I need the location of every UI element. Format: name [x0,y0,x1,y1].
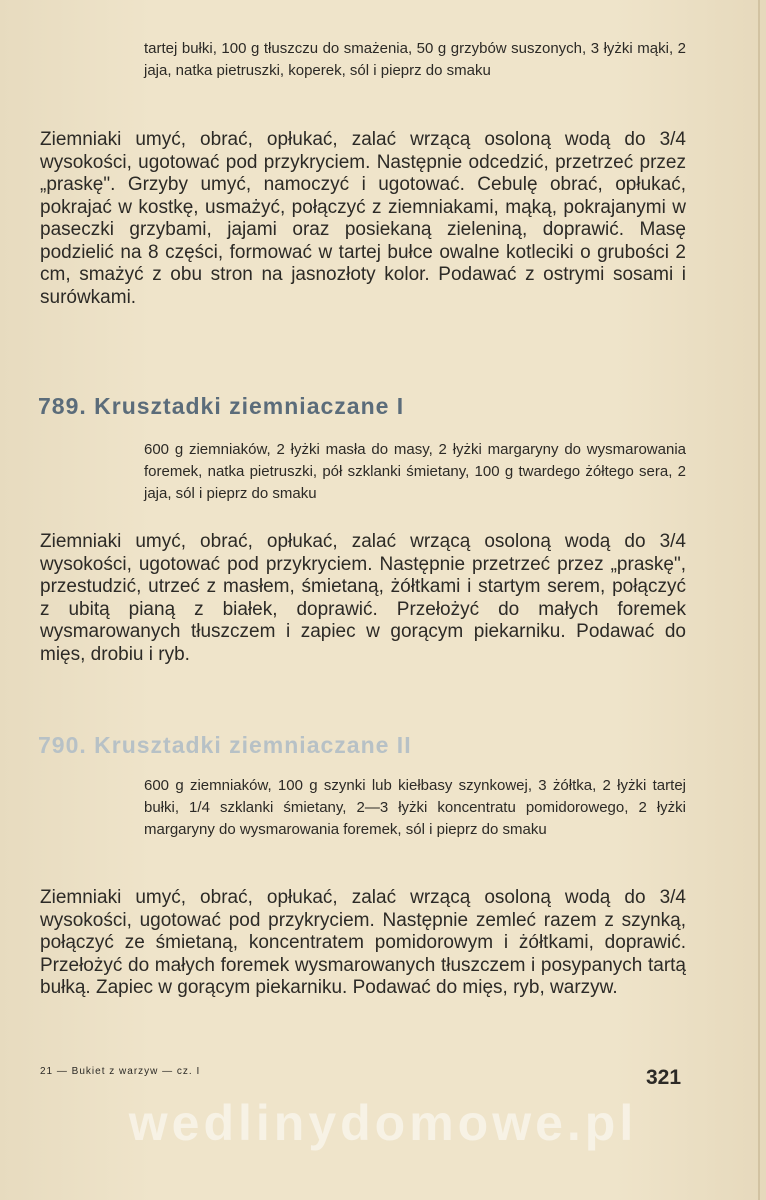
recipe-789-method: Ziemniaki umyć, obrać, opłukać, zalać wrzącą osoloną wodą do 3/4 wysokości, ugotować pod przykryciem. Następnie przetrzeć przez „praskę", przestudzić, utrzeć z masłem, śmietaną, żółtkami i startym serem, połączyć z ubitą pianą z białek, doprawić. Przełożyć do małych foremek wysmarowanych tłuszczem i zapiec w gorącym piekarniku. Podawać do mięs, drobiu i ryb. [40,531,686,665]
recipe-789-heading: 789. Krusztadki ziemniaczane I [38,393,405,419]
page-number: 321 [646,1066,682,1089]
recipe-788-method: Ziemniaki umyć, obrać, opłukać, zalać wrzącą osoloną wodą do 3/4 wysokości, ugotować pod przykryciem. Następnie odcedzić, przetrzeć przez „praskę". Grzyby umyć, namoczyć i ugotować. Cebulę obrać, opłukać, pokrajać w kostkę, usmażyć, połączyć z ziemniakami, mąką, pokrajanymi w paseczki grzybami, jajami oraz posiekaną zieleniną, doprawić. Masę podzielić na 8 części, formować w tartej bułce owalne kotleciki o grubości 2 cm, smażyć z obu stron na jasnozłoty kolor. Podawać z ostrymi sosami i surówkami. [40,129,686,308]
recipe-789-ingredients: 600 g ziemniaków, 2 łyżki masła do masy, 2 łyżki margaryny do wysmarowania foremek, natka pietruszki, pół szklanki śmietany, 100 g twardego żółtego sera, 2 jaja, sól i pieprz do smaku [144,441,686,502]
recipe-790-method: Ziemniaki umyć, obrać, opłukać, zalać wrzącą osoloną wodą do 3/4 wysokości, ugotować pod przykryciem. Następnie zemleć razem z szynką, połączyć ze śmietaną, koncentratem pomidorowym i żółtkami, doprawić. Przełożyć do małych foremek wysmarowanych tłuszczem i posypanych tartą bułką. Zapiec w gorącym piekarniku. Podawać do mięs, ryb, warzyw. [40,887,686,998]
recipe-790-ingredients: 600 g ziemniaków, 100 g szynki lub kiełbasy szynkowej, 3 żółtka, 2 łyżki tartej bułki, 1/4 szklanki śmietany, 2—3 łyżki koncentratu pomidorowego, 2 łyżki margaryny do wysmarowania foremek, sól i pieprz do smaku [144,777,686,838]
watermark: wedlinydomowe.pl [128,1095,638,1151]
recipe-790-heading: 790. Krusztadki ziemniaczane II [38,732,412,758]
recipe-788-ingredients: tartej bułki, 100 g tłuszczu do smażenia, 50 g grzybów suszonych, 3 łyżki mąki, 2 jaja, natka pietruszki, koperek, sól i pieprz do smaku [144,40,686,79]
page-edge [758,0,760,1200]
book-signature: 21 — Bukiet z warzyw — cz. I [40,1066,201,1077]
